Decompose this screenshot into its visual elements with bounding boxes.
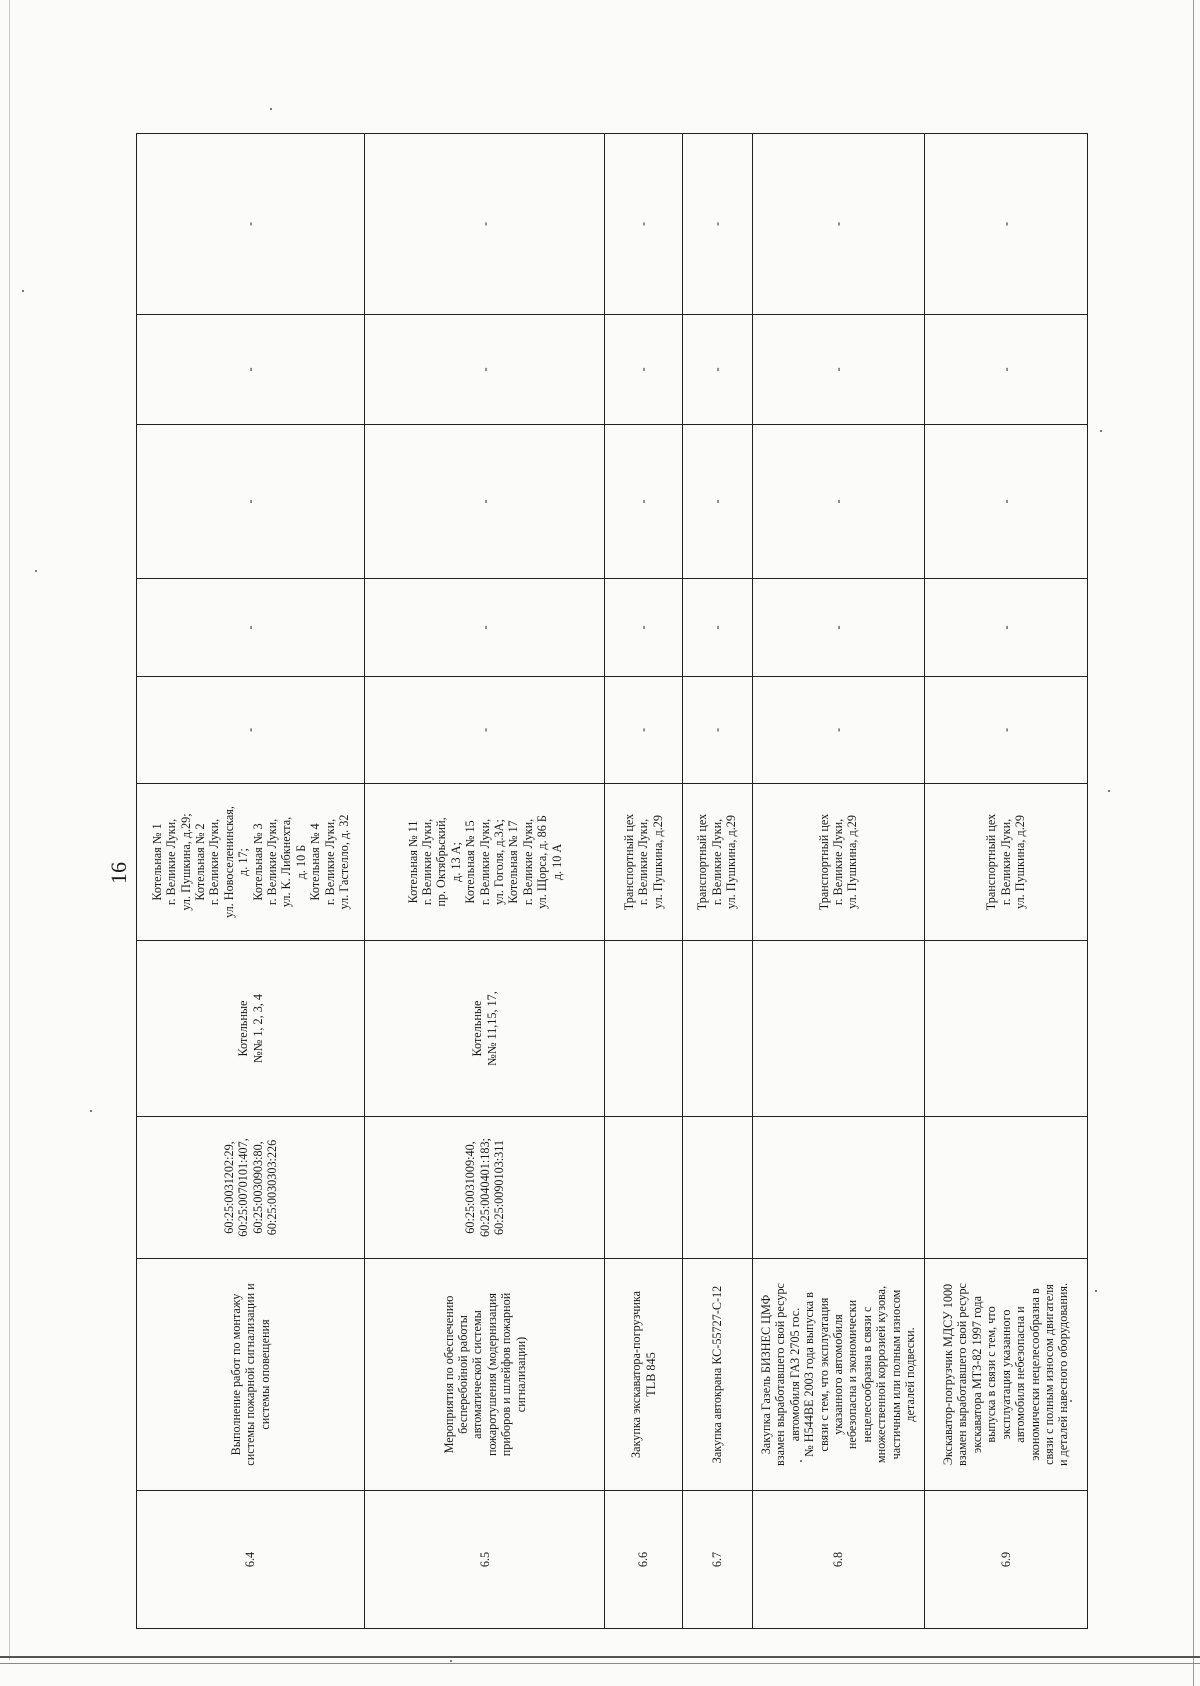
- measure-description: [752, 1259, 924, 1491]
- measure-description-line: автоматической системы: [470, 1310, 485, 1439]
- address-cell: [605, 784, 682, 941]
- address-cell-line: ул. Пушкина, д.29: [845, 815, 860, 909]
- objects-cell-line: Котельные: [236, 1000, 251, 1057]
- table-row: [605, 134, 682, 1629]
- cadastral-numbers: [605, 1117, 682, 1259]
- address-cell-line: г. Великие Луки,: [831, 818, 845, 906]
- address-cell-line: г. Великие Луки,: [998, 818, 1013, 906]
- value-cell-c3: -: [605, 425, 682, 579]
- objects-cell: [752, 941, 924, 1117]
- address-cell-line: Транспортный цех: [984, 813, 999, 911]
- address-cell: [365, 784, 605, 941]
- objects-cell-line: №№ 11,15, 17,: [484, 991, 499, 1066]
- table-row: [752, 134, 924, 1629]
- row-number: 6.9: [924, 1491, 1087, 1629]
- row-number: 6.4: [137, 1491, 365, 1629]
- measure-description-line: указанного автомобиля: [831, 1314, 845, 1435]
- value-cell-c5: -: [137, 134, 365, 315]
- measure-description-line: нецелесообразна в связи с: [859, 1306, 874, 1443]
- measure-description-line: Мероприятия по обеспечению: [441, 1295, 456, 1454]
- address-cell-line: ул. Щорса, д. 86 Б: [535, 815, 550, 909]
- value-cell-c5: -: [924, 134, 1087, 315]
- address-cell-line: пр. Октябрьский,: [434, 817, 449, 907]
- value-cell-c1: -: [752, 677, 924, 784]
- address-cell-line: д. 10 А: [549, 843, 564, 881]
- value-cell-c1: -: [605, 677, 682, 784]
- measure-description-line: № Н544ВЕ 2003 года выпуска в: [802, 1292, 817, 1457]
- value-cell-c4: -: [365, 315, 605, 425]
- measure-description-line: частичным или полным износом: [888, 1289, 903, 1460]
- measure-description: [682, 1259, 752, 1491]
- cadastral-numbers-line: 60:25:0031009:40,: [463, 1141, 478, 1234]
- address-cell-line: д. 13 А;: [448, 842, 463, 882]
- address-cell-line: г. Великие Луки,: [207, 818, 222, 906]
- cadastral-numbers: [752, 1117, 924, 1259]
- value-cell-c1: -: [682, 677, 752, 784]
- scan-speck: [35, 570, 37, 572]
- measure-description-line: Выполнение работ по монтажу: [229, 1293, 243, 1456]
- value-cell-c5: -: [682, 134, 752, 315]
- objects-cell: [924, 941, 1087, 1117]
- address-cell-line: Котельная № 17: [506, 820, 521, 904]
- measure-description-line: связи с полным износом двигателя: [1041, 1284, 1056, 1465]
- address-cell-line: г. Великие Луки,: [477, 818, 492, 906]
- cadastral-numbers: [365, 1117, 605, 1259]
- value-cell-c2: -: [365, 579, 605, 677]
- measure-description-line: пожаротушения (модернизация: [484, 1292, 499, 1457]
- measure-description-line: Закупка экскаватора-погрузчика: [629, 1291, 644, 1458]
- value-cell-c5: -: [752, 134, 924, 315]
- cadastral-numbers-line: 60:25:0030303:226: [265, 1139, 280, 1236]
- measure-description-line: Закупка Газель БИЗНЕС ЦМФ: [758, 1294, 773, 1455]
- cadastral-numbers-line: 60:25:0030903:80,: [250, 1141, 265, 1234]
- table-row: [365, 134, 605, 1629]
- address-cell-line: ул. Гастелло, д. 32: [337, 814, 352, 910]
- address-cell-line: ул. Пушкина, д.29: [650, 815, 665, 909]
- scan-left-edge: [9, 0, 10, 1660]
- address-cell-line: д. 10 Б: [293, 844, 308, 880]
- value-cell-c5: -: [365, 134, 605, 315]
- cadastral-numbers: [924, 1117, 1087, 1259]
- measure-description-line: бесперебойной работы: [456, 1315, 471, 1434]
- row-number: 6.5: [365, 1491, 605, 1629]
- row-number: 6.7: [682, 1491, 752, 1629]
- measure-description-line: деталей подвески.: [903, 1327, 918, 1422]
- value-cell-c2: -: [752, 579, 924, 677]
- address-cell-line: Котельная № 11: [405, 820, 420, 904]
- address-cell-line: г. Великие Луки,: [636, 818, 651, 906]
- value-cell-c3: -: [752, 425, 924, 579]
- measure-description-line: экскаватора МТЗ-82 1997 года: [969, 1295, 984, 1454]
- scan-speck: [1108, 790, 1110, 792]
- measure-description-line: сигнализации): [513, 1336, 528, 1413]
- table-row: [924, 134, 1087, 1629]
- measure-description-line: и деталей навесного оборудования.: [1056, 1282, 1071, 1467]
- value-cell-c1: -: [137, 677, 365, 784]
- value-cell-c1: -: [924, 677, 1087, 784]
- row-number: 6.6: [605, 1491, 682, 1629]
- page-number: 16: [106, 862, 131, 884]
- cadastral-numbers-line: 60:25:0090103:311: [492, 1139, 507, 1236]
- objects-cell-line: Котельные: [470, 1000, 485, 1057]
- address-cell: [752, 784, 924, 941]
- address-cell-line: Транспортный цех: [621, 813, 636, 911]
- rotated-table-sheet: [108, 134, 1088, 1629]
- value-cell-c3: -: [682, 425, 752, 579]
- address-cell: [137, 784, 365, 941]
- value-cell-c2: -: [605, 579, 682, 677]
- scan-speck: [90, 1110, 92, 1112]
- value-cell-c2: -: [682, 579, 752, 677]
- value-cell-c5: -: [605, 134, 682, 315]
- measure-description-line: выпуска в связи с тем, что: [984, 1306, 999, 1443]
- cadastral-numbers: [137, 1117, 365, 1259]
- address-cell-line: Котельная № 3: [250, 823, 265, 901]
- scan-speck: [1100, 430, 1102, 432]
- address-cell-line: д. 17;: [236, 848, 251, 876]
- measure-description-line: экономически нецелесообразна в: [1027, 1288, 1042, 1461]
- address-cell-line: г. Великие Луки,: [520, 818, 535, 906]
- address-cell-line: Котельная № 2: [192, 823, 207, 901]
- address-cell-line: г. Великие Луки,: [709, 818, 724, 906]
- scan-speck: [450, 1660, 452, 1662]
- value-cell-c4: -: [605, 315, 682, 425]
- value-cell-c3: -: [137, 425, 365, 579]
- measure-description: [365, 1259, 605, 1491]
- address-cell-line: ул. Пушкина, д.29: [1013, 815, 1028, 909]
- scan-bottom-edge: [0, 1656, 1200, 1658]
- measure-description-line: автомобиля небезопасна и: [1013, 1306, 1028, 1443]
- measure-description-line: системы оповещения: [257, 1319, 272, 1430]
- table-row: [682, 134, 752, 1629]
- measure-description-line: TLB 845: [643, 1352, 658, 1397]
- objects-cell: [682, 941, 752, 1117]
- scan-speck: [1095, 1290, 1097, 1292]
- address-cell-line: ул. Пушкина, д.29: [724, 815, 739, 909]
- measure-description-line: взамен выработавшего свой ресурс: [955, 1283, 970, 1466]
- scan-bottom-edge-secondary: [0, 1663, 1200, 1664]
- measure-description-line: Закупка автокрана КС-55727-С-12: [709, 1285, 724, 1464]
- address-cell-line: г. Великие Луки,: [265, 818, 280, 906]
- value-cell-c1: -: [365, 677, 605, 784]
- address-cell-line: Котельная № 4: [308, 823, 323, 901]
- address-cell-line: Транспортный цех: [695, 813, 710, 911]
- address-cell-line: Транспортный цех: [816, 813, 831, 911]
- cadastral-numbers-line: 60:25:0040401:183;: [477, 1138, 492, 1237]
- measure-description-line: автомобиля ГАЗ 2705 гос.: [787, 1307, 802, 1442]
- address-cell-line: г. Великие Луки,: [420, 818, 435, 906]
- value-cell-c3: -: [924, 425, 1087, 579]
- measure-description: [605, 1259, 682, 1491]
- address-cell: [924, 784, 1087, 941]
- address-cell-line: ул. Гоголя, д.3А;: [492, 819, 507, 905]
- address-cell-line: ул. Новоселенинская,: [221, 806, 236, 918]
- measure-description-line: эксплуатация указанного: [998, 1309, 1013, 1440]
- scan-speck: [270, 108, 272, 110]
- measure-description-line: взамен выработавшего свой ресурс: [773, 1283, 788, 1466]
- measure-description: [924, 1259, 1087, 1491]
- measure-description-line: приборов и шлейфов пожарной: [499, 1292, 514, 1457]
- measure-description-line: связи с тем, что эксплуатация: [816, 1297, 831, 1452]
- measure-description-line: системы пожарной сигнализации и: [243, 1283, 258, 1466]
- address-cell-line: Котельная № 1: [149, 823, 164, 901]
- value-cell-c2: -: [137, 579, 365, 677]
- value-cell-c4: -: [924, 315, 1087, 425]
- scan-right-edge: [1193, 0, 1194, 1686]
- address-cell-line: г. Великие Луки,: [322, 818, 337, 906]
- measures-table: [136, 133, 1088, 1629]
- objects-cell: [365, 941, 605, 1117]
- cadastral-numbers: [682, 1117, 752, 1259]
- value-cell-c2: -: [924, 579, 1087, 677]
- value-cell-c4: -: [682, 315, 752, 425]
- measure-description-line: небезопасна и экономически: [845, 1299, 860, 1450]
- objects-cell: [605, 941, 682, 1117]
- measure-description-line: множественной коррозией кузова,: [874, 1285, 889, 1464]
- address-cell-line: ул. Пушкина, д.29;: [178, 813, 193, 911]
- address-cell-line: г. Великие Луки,: [164, 818, 179, 906]
- table-row: [137, 134, 365, 1629]
- value-cell-c3: -: [365, 425, 605, 579]
- address-cell-line: ул. К. Либкнехта,: [279, 816, 294, 908]
- cadastral-numbers-line: 60:25:0070101:407,: [236, 1138, 251, 1237]
- address-cell-line: Котельная № 15: [463, 820, 478, 904]
- cadastral-numbers-line: 60:25:0031202:29,: [221, 1141, 236, 1234]
- scan-speck: [22, 290, 24, 292]
- objects-cell-line: №№ 1, 2, 3, 4: [250, 994, 265, 1063]
- address-cell: [682, 784, 752, 941]
- measure-description: [137, 1259, 365, 1491]
- row-number: 6.8: [752, 1491, 924, 1629]
- measure-description-line: Экскаватор-погрузчик МДСУ 1000: [941, 1283, 956, 1466]
- objects-cell: [137, 941, 365, 1117]
- value-cell-c4: -: [752, 315, 924, 425]
- value-cell-c4: -: [137, 315, 365, 425]
